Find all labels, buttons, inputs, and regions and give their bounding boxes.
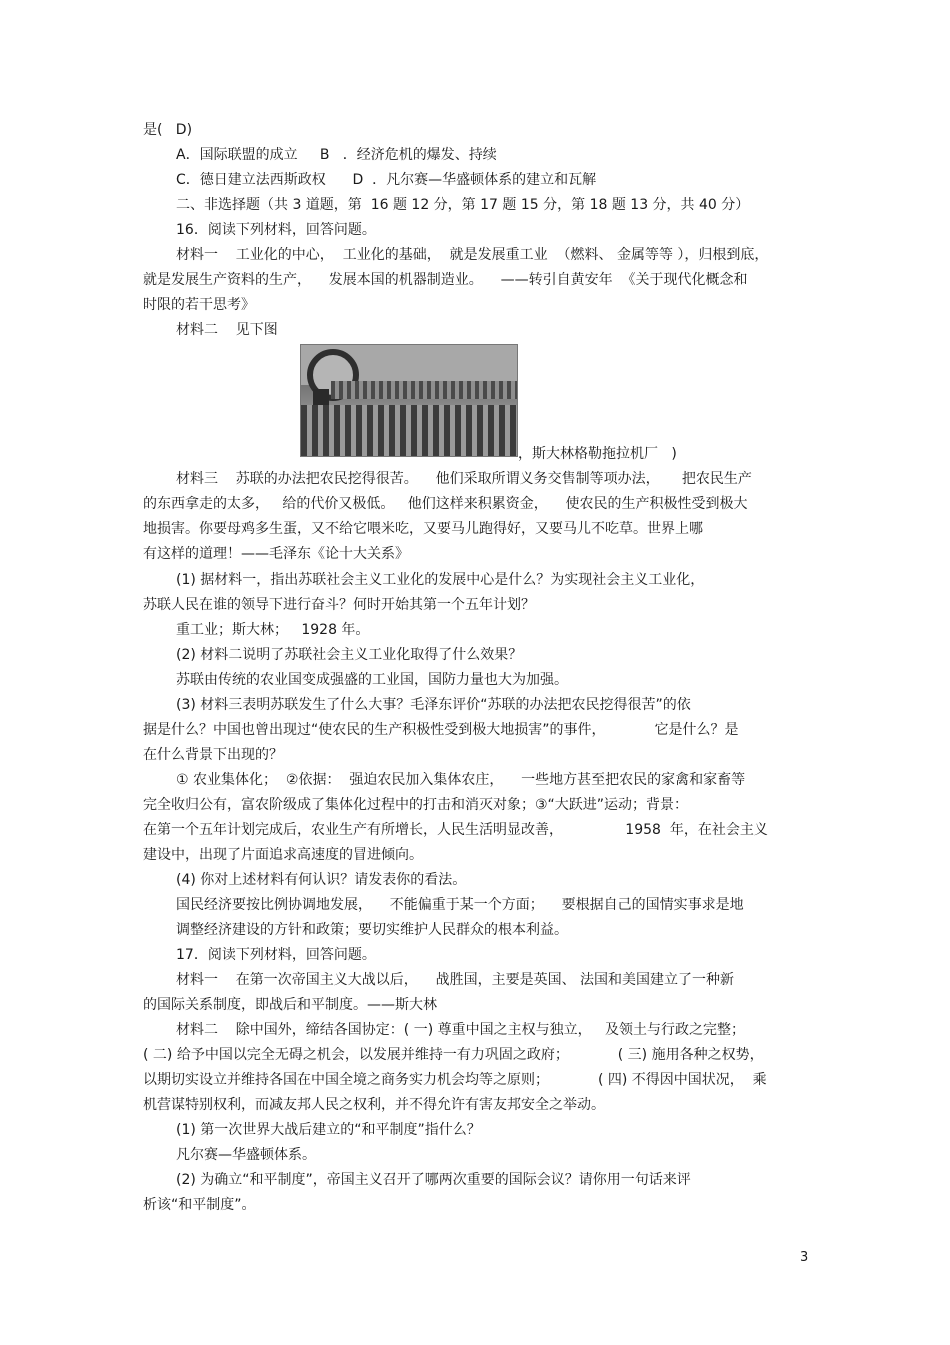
text-line: 在第一个五年计划完成后，农业生产有所增长，人民生活明显改善， 1958 年，在社会主义 <box>143 822 768 838</box>
text-line: 重工业；斯大林； 1928 年。 <box>176 622 370 638</box>
text-line: 调整经济建设的方针和政策；要切实维护人民群众的根本利益。 <box>176 922 568 938</box>
text-line: 材料二 见下图 <box>176 322 278 338</box>
text-line: 据是什么？中国也曾出现过“使农民的生产积极性受到极大地损害”的事件， 它是什么？是 <box>143 722 739 738</box>
text-line: C．德日建立法西斯政权 D ．凡尔赛—华盛顿体系的建立和瓦解 <box>176 172 597 188</box>
text-line: 有这样的道理！——毛泽东《论十大关系》 <box>143 546 409 562</box>
text-line: 的东西拿走的太多， 给的代价又极低。 他们这样来积累资金， 使农民的生产积极性受到极大 <box>143 496 748 512</box>
text-line: 时限的若干思考》 <box>143 297 255 313</box>
text-line: (2) 材料二说明了苏联社会主义工业化取得了什么效果？ <box>176 647 523 663</box>
page-number: 3 <box>800 1250 809 1265</box>
figure-caption: ，斯大林格勒拖拉机厂 ) <box>518 446 677 462</box>
text-line: 二、非选择题（共 3 道题，第 16 题 12 分，第 17 题 15 分，第 18 题 13 分，共 40 分） <box>176 197 750 213</box>
text-line: ① 农业集体化； ②依据： 强迫农民加入集体农庄， 一些地方甚至把农民的家禽和家畜等 <box>176 772 746 788</box>
text-line: 建设中，出现了片面追求高速度的冒进倾向。 <box>143 847 423 863</box>
text-line: (3) 材料三表明苏联发生了什么大事？毛泽东评价“苏联的办法把农民挖得很苦”的依 <box>176 697 691 713</box>
text-line: 就是发展生产资料的生产， 发展本国的机器制造业。 ——转引自黄安年 《关于现代化概念和 <box>143 272 748 288</box>
text-line: 析该“和平制度”。 <box>143 1197 256 1213</box>
text-line: A．国际联盟的成立 B ．经济危机的爆发、持续 <box>176 147 497 163</box>
text-line: 机营谋特别权利，而减友邦人民之权利，并不得允许有害友邦安全之举动。 <box>143 1097 605 1113</box>
text-line: 材料一 在第一次帝国主义大战以后， 战胜国，主要是英国、 法国和美国建立了一种新 <box>176 972 735 988</box>
text-line: 材料三 苏联的办法把农民挖得很苦。 他们采取所谓义务交售制等项办法， 把农民生产 <box>176 471 752 487</box>
text-line: 16．阅读下列材料，回答问题。 <box>176 222 376 238</box>
text-line: 17．阅读下列材料，回答问题。 <box>176 947 376 963</box>
text-line: 完全收归公有，富农阶级成了集体化过程中的打击和消灭对象；③“大跃进”运动；背景： <box>143 797 689 813</box>
text-line: 以期切实设立并维持各国在中国全境之商务实力机会均等之原则； ( 四) 不得因中国状况， 乘 <box>143 1072 767 1088</box>
text-line: ( 二) 给予中国以完全无碍之机会，以发展并维持一有力巩固之政府； ( 三) 施用各种之权势， <box>143 1047 764 1063</box>
text-line: (4) 你对上述材料有何认识？请发表你的看法。 <box>176 872 467 888</box>
text-line: 苏联由传统的农业国变成强盛的工业国，国防力量也大为加强。 <box>176 672 568 688</box>
text-line: (1) 据材料一，指出苏联社会主义工业化的发展中心是什么？为实现社会主义工业化， <box>176 572 705 588</box>
text-line: 材料二 除中国外，缔结各国协定：( 一) 尊重中国之主权与独立， 及领土与行政之完整； <box>176 1022 745 1038</box>
text-line: 的国际关系制度，即战后和平制度。——斯大林 <box>143 997 437 1013</box>
text-line: 凡尔赛—华盛顿体系。 <box>176 1147 316 1163</box>
text-line: 材料一 工业化的中心， 工业化的基础， 就是发展重工业 （燃料、 金属等等 ），归根到底， <box>176 247 769 263</box>
tractor-factory-photo <box>300 344 518 457</box>
text-line: 苏联人民在谁的领导下进行奋斗？何时开始其第一个五年计划？ <box>143 597 535 613</box>
text-line: (1) 第一次世界大战后建立的“和平制度”指什么？ <box>176 1122 481 1138</box>
text-line: 在什么背景下出现的？ <box>143 747 283 763</box>
text-line: 是( D) <box>143 122 193 138</box>
text-line: 地损害。你要母鸡多生蛋，又不给它喂米吃，又要马儿跑得好，又要马儿不吃草。世界上哪 <box>143 521 703 537</box>
text-line: (2) 为确立“和平制度”，帝国主义召开了哪两次重要的国际会议？请你用一句话来评 <box>176 1172 691 1188</box>
text-line: 国民经济要按比例协调地发展， 不能偏重于某一个方面； 要根据自己的国情实事求是地 <box>176 897 744 913</box>
